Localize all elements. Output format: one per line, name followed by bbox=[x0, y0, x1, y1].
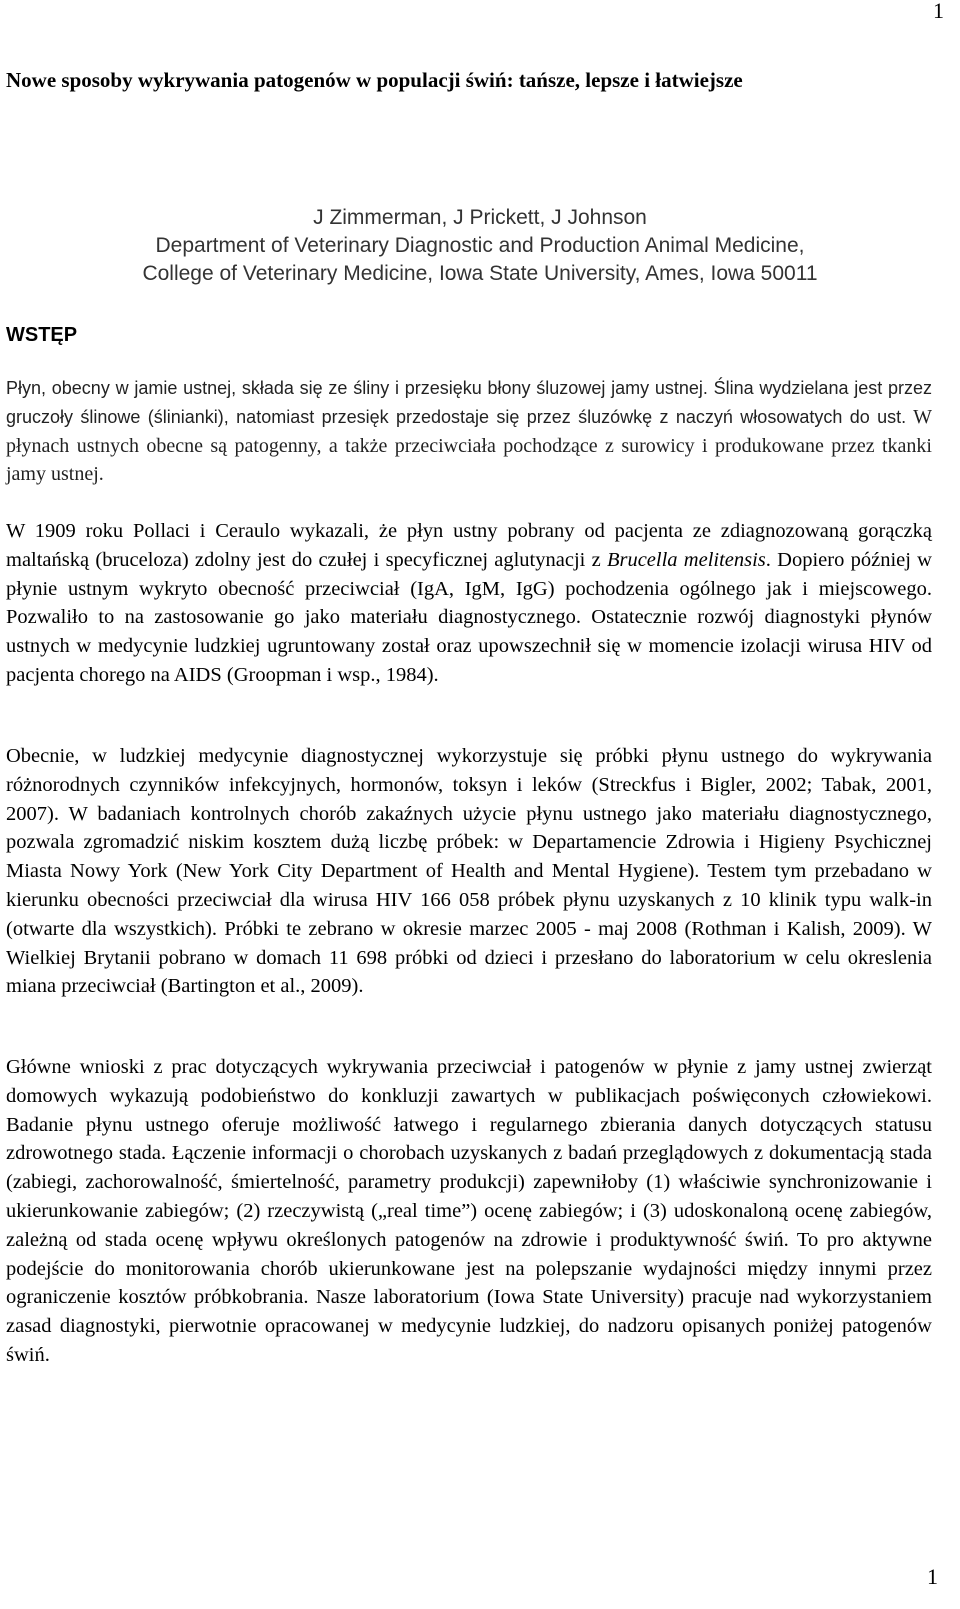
author-department: Department of Veterinary Diagnostic and Production Animal Medicine, bbox=[155, 234, 805, 257]
paragraph-history-part1: W 1909 roku Pollaci i Ceraulo wykazali, że płyn ustny pobrany od pacjenta ze zdiagnozowaną gorączką maltańską (bruceloza) zdolny jest do czułej i specyficznej aglutynacji z bbox=[6, 520, 932, 571]
page-number-top: 1 bbox=[933, 0, 944, 23]
paragraph-intro-part2: W płynach ustnych obecne są patogenny, a także przeciwciała pochodzące z surowicy i produkowane przez tkanki jamy ustnej. bbox=[6, 405, 933, 486]
species-name-italic: Brucella melitensis bbox=[606, 548, 766, 571]
page-number-bottom: 1 bbox=[927, 1564, 938, 1589]
paragraph-intro-part1: Płyn, obecny w jamie ustnej, składa się ze śliny i przesięku błony śluzowej jamy ustnej. Ślina wydzielana jest przez gruczoły ślinowe (ślinianki), natomiast przesięk przedostaje się przez śluzówkę z naczyń włosowatych do ust. bbox=[6, 378, 932, 427]
paragraph-conclusions: Główne wnioski z prac dotyczących wykrywania przeciwciał i patogenów w płynie z jamy ustnej zwierząt domowych wykazują podobieństwo do konkluzji zawartych w publikacjach poświęconych człowiekowi. Badanie płynu ustnego oferuje możliwość łatwego i regularnego zbierania danych dotyczących statusu zdrowotnego stada. Łączenie informacji o chorobach uzyskanych z badań przeglądowych z dokumentacją stada (zabiegi, zachorowalność, śmiertelność, parametry produkcji) zapewniłoby (1) właściwie synchronizowanie i ukierunkowanie zabiegów; (2) rzeczywistą („real time”) ocenę zabiegów; i (3) udoskonaloną ocenę zabiegów, zależną od stada ocenę wpływu określonych patogenów na zdrowie i produktywność świń. To pro aktywne podejście do monitorowania chorób ukierunkowane jest na polepszanie wydajności między innymi przez ograniczenie kosztów próbkobrania. Nasze laboratorium (Iowa State University) pracuje nad wykorzystaniem zasad diagnostyki, pierwotnie opracowanej w medycynie ludzkiej, do nadzoru opisanych poniżej patogenów świń. bbox=[6, 1056, 932, 1366]
paragraph-current-use: Obecnie, w ludzkiej medycynie diagnostycznej wykorzystuje się próbki płynu ustnego do wykrywania różnorodnych czynników infekcyjnych, hormonów, toksyn i leków (Streckfus i Bigler, 2002; Tabak, 2001, 2007). W badaniach kontrolnych chorób zakaźnych użycie płynu ustnego jako materiału diagnostycznego, pozwala zgromadzić niskim kosztem dużą liczbę próbek: w Departamencie Zdrowia i Higieny Psychicznej Miasta Nowy York (New York City Department of Health and Mental Hygiene). Testem tym przebadano w kierunku obecności przeciwciał dla wirusa HIV 166 058 próbek płynu uzyskanych z 10 klinik typu walk-in (otwarte dla wszystkich). Próbki te zebrano w okresie marzec 2005 - maj 2008 (Rothman i Kalish, 2009). W Wielkiej Brytanii pobrano w domach 11 698 próbki od dzieci i przesłano do laboratorium w celu okreslenia miana przeciwciał (Bartington et al., 2009). bbox=[6, 745, 932, 998]
document-title: Nowe sposoby wykrywania patogenów w populacji świń: tańsze, lepsze i łatwiejsze bbox=[6, 68, 743, 92]
authors-block bbox=[0, 204, 960, 288]
author-names: J Zimmerman, J Prickett, J Johnson bbox=[313, 206, 647, 229]
paragraph-intro bbox=[6, 374, 932, 489]
paragraph-history bbox=[6, 517, 932, 690]
author-college: College of Veterinary Medicine, Iowa State University, Ames, Iowa 50011 bbox=[142, 262, 818, 285]
section-heading: WSTĘP bbox=[6, 324, 78, 346]
paragraph-history-part2: . Dopiero później w płynie ustnym wykryto obecność przeciwciał (IgA, IgM, IgG) pochodzenia ogólnego jak i miejscowego. Pozwaliło to na zastosowanie go jako materiału diagnostycznego. Ostatecznie rozwój diagnostyki płynów ustnych w medycynie ludzkiej ugruntowany został oraz upowszechnił się w momencie izolacji wirusa HIV od pacjenta chorego na AIDS (Groopman i wsp., 1984). bbox=[6, 548, 932, 686]
